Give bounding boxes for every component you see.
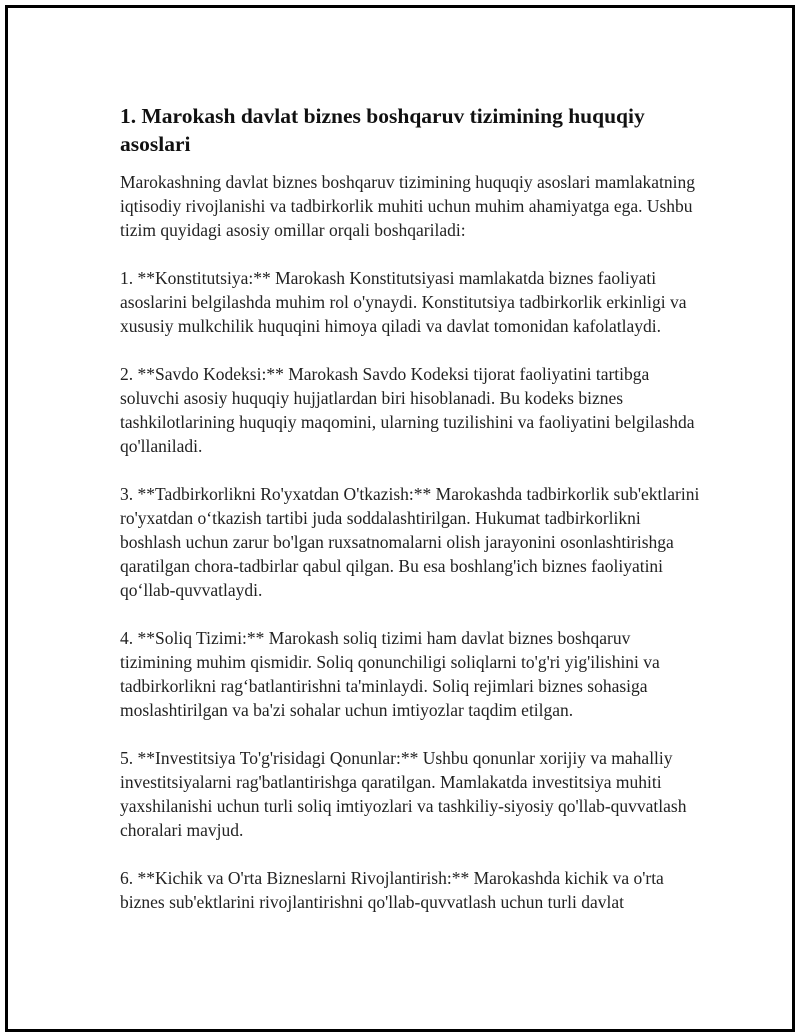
section-heading: 1. Marokash davlat biznes boshqaruv tizimining huquqiy asoslari [120, 104, 645, 156]
page-frame [5, 5, 795, 1032]
intro-paragraph: Marokashning davlat biznes boshqaruv tizimining huquqiy asoslari mamlakatning iqtisodiy rivojlanishi va tadbirkorlik muhiti uchun muhim ahamiyatga ega. Ushbu tizim quyidagi asosiy omillar orqali boshqariladi: [120, 172, 695, 240]
paragraph-investitsiya: 5. **Investitsiya To'g'risidagi Qonunlar:** Ushbu qonunlar xorijiy va mahalliy investitsiyalarni rag'batlantirishga qaratilgan. Mamlakatda investitsiya muhiti yaxshilanishi uchun turli soliq imtiyozlari va tashkiliy-siyosiy qo'llab-quvvatlash choralari mavjud. [120, 748, 687, 840]
paragraph-royxatdan-otkazish: 3. **Tadbirkorlikni Ro'yxatdan O'tkazish:** Marokashda tadbirkorlik sub'ektlarini ro'yxatdan o‘tkazish tartibi juda soddalashtirilgan. Hukumat tadbirkorlikni boshlash uchun zarur bo'lgan ruxsatnomalarni olish jarayonini osonlashtirishga qaratilgan chora-tadbirlar qabul qilgan. Bu esa boshlang'ich biznes faoliyatini qo‘llab-quvvatlaydi. [120, 484, 700, 600]
document-body [120, 102, 700, 938]
paragraph-kichik-orta-biznes: 6. **Kichik va O'rta Bizneslarni Rivojlantirish:** Marokashda kichik va o'rta biznes sub'ektlarini rivojlantirishni qo'llab-quvvatlash uchun turli davlat [120, 868, 664, 912]
paragraph-konstitutsiya: 1. **Konstitutsiya:** Marokash Konstitutsiyasi mamlakatda biznes faoliyati asoslarini belgilashda muhim rol o'ynaydi. Konstitutsiya tadbirkorlik erkinligi va xususiy mulkchilik huquqini himoya qiladi va davlat tomonidan kafolatlaydi. [120, 268, 687, 336]
paragraph-soliq-tizimi: 4. **Soliq Tizimi:** Marokash soliq tizimi ham davlat biznes boshqaruv tizimining muhim qismidir. Soliq qonunchiligi soliqlarni to'g'ri yig'ilishini va tadbirkorlikni rag‘batlantirishni ta'minlaydi. Soliq rejimlari biznes sohasiga moslashtirilgan va ba'zi sohalar uchun imtiyozlar taqdim etilgan. [120, 628, 660, 720]
paragraph-savdo-kodeksi: 2. **Savdo Kodeksi:** Marokash Savdo Kodeksi tijorat faoliyatini tartibga soluvchi asosiy huquqiy hujjatlardan biri hisoblanadi. Bu kodeks biznes tashkilotlarining huquqiy maqomini, ularning tuzilishini va faoliyatini belgilashda qo'llaniladi. [120, 364, 695, 456]
